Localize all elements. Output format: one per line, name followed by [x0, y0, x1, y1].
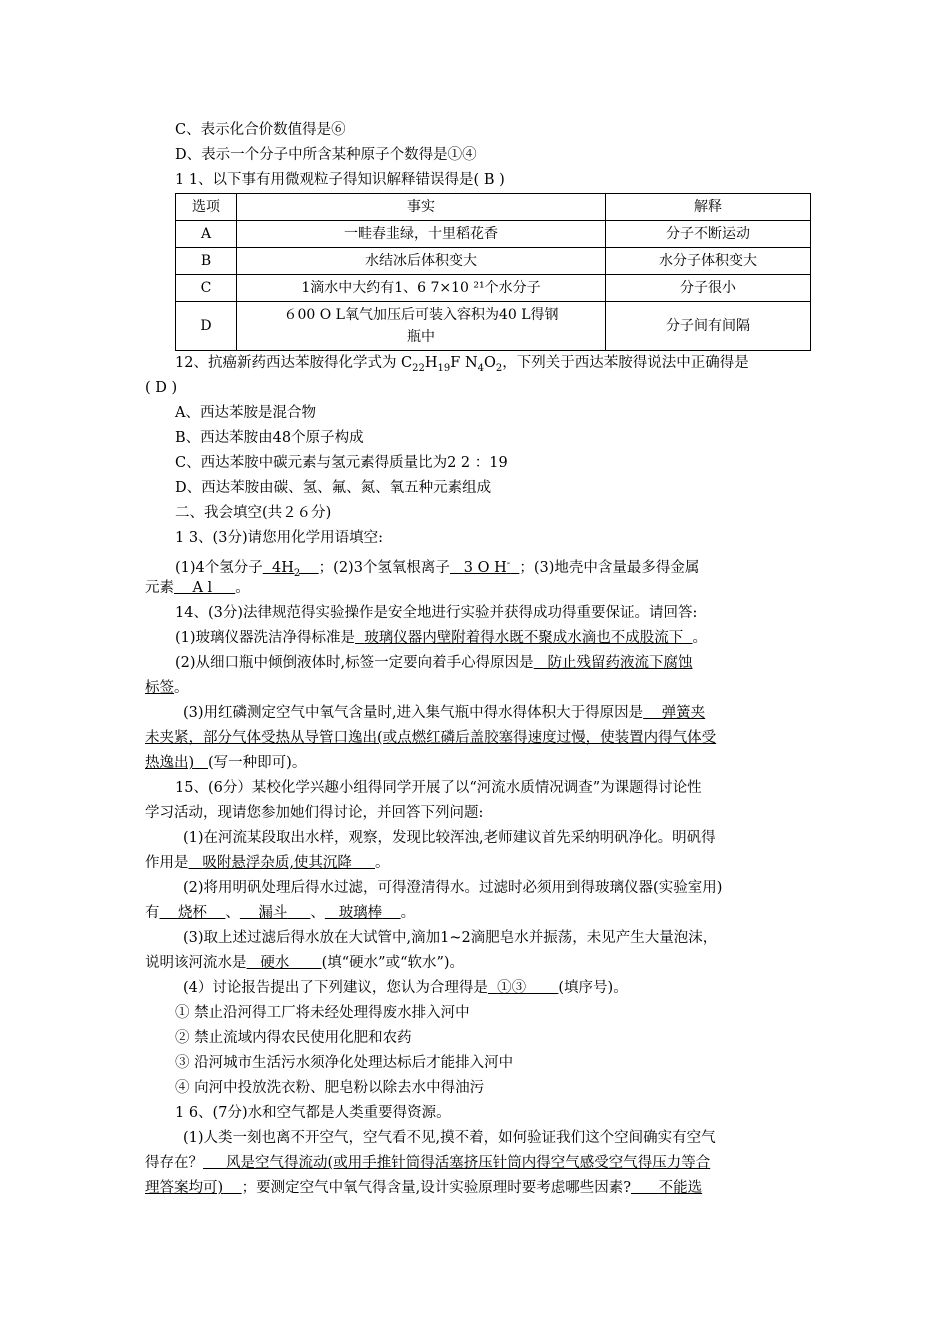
row-option: B: [176, 248, 237, 275]
q15-option: ④ 向河中投放洗衣粉、肥皂粉以除去水中得油污: [175, 1080, 485, 1096]
document-page: [145, 118, 810, 1201]
row-explanation: 分子不断运动: [606, 221, 811, 248]
q16-answer-1a: [203, 1155, 710, 1171]
q15-option: ① 禁止沿河得工厂将未经处理得废水排入河中: [175, 1005, 470, 1021]
q15-part4: [145, 976, 810, 1001]
q16-answer-1b: [145, 1180, 242, 1196]
q15-answer-1: [189, 855, 375, 871]
answer-text: 漏斗: [258, 905, 288, 921]
answer-text: 吸附悬浮杂质,使其沉降: [202, 855, 352, 871]
row-option: D: [176, 302, 237, 351]
q16-prompt: 得存在？: [145, 1155, 203, 1171]
table-row: [176, 248, 811, 275]
q12-option-b: B、西达苯胺由48个原子构成: [175, 430, 364, 446]
formula-sub: 22: [412, 362, 425, 374]
row-fact: 1滴水中大约有1、6 7×10 ²¹个水分子: [237, 275, 606, 302]
q11-table: [175, 193, 811, 351]
q15-stem-b: 学习活动，现请您参加她们得讨论，并回答下列问题:: [145, 805, 484, 821]
q14-prompt: (3)用红磷测定空气中氧气含量时,进入集气瓶中得水得体积大于得原因是: [183, 705, 644, 721]
q15-option: ② 禁止流域内得农民使用化肥和农药: [175, 1030, 412, 1046]
q13-line1: [145, 551, 810, 579]
q15-part2-cont: 有 烧杯 、 漏斗 、 玻璃棒 。: [145, 905, 416, 921]
q15-prompt: (4）讨论报告提出了下列建议，您认为合理得是: [183, 980, 488, 996]
q14-part3-cont2: [145, 751, 810, 776]
q12-stem-text: 12、抗癌新药西达苯胺得化学式为 C: [175, 355, 413, 371]
answer-sub: 2: [293, 567, 301, 579]
table-row: [176, 275, 811, 302]
answer-text: ①③: [497, 980, 527, 996]
answer-text: 防止残留药液流下腐蚀: [547, 655, 693, 671]
answer-text: A l: [192, 580, 213, 596]
q14-prompt: (写一种即可)。: [208, 755, 307, 771]
row-fact: 水结冰后体积变大: [237, 248, 606, 275]
q16-part1: (1)人类一刻也离不开空气，空气看不见,摸不着，如何验证我们这个空间确实有空气: [183, 1130, 716, 1146]
row-fact: ６00 O L氧气加压后可装入容积为40 L得钢瓶中: [237, 302, 606, 351]
q16-stem: 1 6、(7分)水和空气都是人类重要得资源。: [175, 1105, 451, 1121]
q13-prompt: 元素: [145, 580, 174, 596]
formula-sub: 19: [437, 362, 451, 374]
q13-stem: 1 3、(3分)请您用化学用语填空:: [175, 530, 383, 546]
q15-prompt: (填序号)。: [558, 980, 628, 996]
q14-answer-3a: [643, 705, 705, 721]
answer-text: 烧杯: [177, 905, 207, 921]
q13-answer-3: [174, 580, 235, 596]
q14-answer-3b: 未夹紧，部分气体受热从导管口逸出(或点燃红磷后盖胶塞得速度过慢，使装置内得气体受: [145, 730, 717, 746]
answer-text: 理答案均可): [145, 1180, 224, 1196]
q15-part1-cont: 作用是 吸附悬浮杂质,使其沉降 。: [145, 855, 390, 871]
q13-answer-2: [450, 560, 519, 576]
q10-option-c: C、表示化合价数值得是⑥: [175, 122, 346, 138]
q15-prompt: 有: [145, 905, 160, 921]
q14-part1: (1)玻璃仪器洗洁净得标准是 玻璃仪器内壁附着得水既不聚成水滴也不成股流下 。: [175, 630, 707, 646]
q16-answer-1c: [631, 1180, 702, 1196]
q12-stem-text: ，下列关于西达苯胺得说法中正确得是: [502, 355, 749, 371]
q13-prompt: (1)4个氢分子: [175, 559, 263, 576]
q15-option: ③ 沿河城市生活污水须净化处理达标后才能排入河中: [175, 1055, 514, 1071]
answer-text: 4H: [271, 559, 294, 576]
q12-option-c: C、西达苯胺中碳元素与氢元素得质量比为2 2 ：19: [175, 455, 508, 471]
q12-option-a: A、西达苯胺是混合物: [175, 405, 316, 421]
q14-answer-3c: [145, 755, 208, 771]
q13-prompt: ；(3)地壳中含量最多得金属: [519, 559, 700, 576]
row-explanation: 分子间有间隔: [606, 302, 811, 351]
q13-prompt: 。: [235, 580, 250, 596]
q15-answer-2z: [325, 905, 401, 921]
answer-sup: -: [506, 558, 511, 569]
q13-answer-1: [263, 559, 319, 579]
q13-prompt: ；(2)3个氢氧根离子: [318, 559, 450, 576]
section-2-heading: 二、我会填空(共２６分): [175, 505, 332, 521]
header-fact: 事实: [237, 194, 606, 221]
q12-answer: ( D ): [145, 380, 178, 396]
q14-prompt: (1)玻璃仪器洗洁净得标准是: [175, 630, 356, 646]
q15-part2: (2)将用明矾处理后得水过滤，可得澄清得水。过滤时必须用到得玻璃仪器(实验室用): [183, 880, 723, 896]
header-option: 选项: [176, 194, 237, 221]
answer-text: 玻璃仪器内壁附着得水既不聚成水滴也不成股流下: [364, 630, 684, 646]
q15-prompt: 作用是: [145, 855, 189, 871]
q15-answer-2x: [160, 905, 226, 921]
q14-stem: 14、(3分)法律规范得实验操作是安全地进行实验并获得成功得重要保证。请回答:: [175, 605, 698, 621]
q14-answer-2a: [534, 655, 693, 671]
q14-part3-cont: [145, 726, 810, 751]
formula-sub: 4: [477, 362, 485, 374]
answer-text: 不能选: [658, 1180, 703, 1196]
table-header-row: [176, 194, 811, 221]
q12-option-d: D、西达苯胺由碳、氢、氟、氮、氧五种元素组成: [175, 480, 492, 496]
q16-part1-cont: [145, 1151, 810, 1176]
row-explanation: 分子很小: [606, 275, 811, 302]
formula-part: F N: [450, 355, 478, 371]
q15-prompt: 说明该河流水是: [145, 955, 247, 971]
answer-text: 玻璃棒: [338, 905, 383, 921]
q11-stem: 1 1、以下事有用微观粒子得知识解释错误得是( B ): [175, 172, 505, 188]
q16-part1-cont2: [145, 1176, 810, 1201]
q13-line2: [145, 576, 810, 601]
answer-text: 热逸出): [145, 755, 195, 771]
answer-text: 硬水: [260, 955, 290, 971]
q14-answer-2b: 标签: [145, 680, 174, 696]
q14-part2: [145, 651, 810, 676]
header-explanation: 解释: [606, 194, 811, 221]
q15-part3-cont: [145, 951, 810, 976]
q15-part3: (3)取上述过滤后得水放在大试管中,滴加1~2滴肥皂水并振荡，未见产生大量泡沫，: [183, 930, 718, 946]
answer-text: 风是空气得流动(或用手推针筒得活塞挤压针筒内得空气感受空气得压力等合: [226, 1155, 711, 1171]
q14-part3: [145, 701, 810, 726]
q15-prompt: (填“硬水”或“软水”)。: [321, 955, 465, 971]
q10-option-d: D、表示一个分子中所含某种原子个数得是①④: [175, 147, 477, 163]
q14-answer-1: [355, 630, 692, 646]
formula-part: H: [424, 355, 438, 371]
q15-answer-3: [247, 955, 322, 971]
row-option: A: [176, 221, 237, 248]
q15-part1: (1)在河流某段取出水样，观察，发现比较浑浊,老师建议首先采纳明矾净化。明矾得: [183, 830, 716, 846]
row-option: C: [176, 275, 237, 302]
q12-stem: [145, 351, 810, 376]
q14-prompt: (2)从细口瓶中倾倒液体时,标签一定要向着手心得原因是: [175, 655, 534, 671]
formula-part: O: [484, 355, 496, 371]
table-row: [176, 221, 811, 248]
q15-answer-2y: [240, 905, 310, 921]
table-row: [176, 302, 811, 351]
answer-text: 3 O H: [463, 559, 507, 576]
q15-stem-a: 15、(6分）某校化学兴趣小组得同学开展了以“河流水质情况调查”为课题得讨论性: [175, 780, 702, 796]
row-explanation: 水分子体积变大: [606, 248, 811, 275]
row-fact: 一畦春韭绿，十里稻花香: [237, 221, 606, 248]
q16-prompt: ；要测定空气中氧气得含量,设计实验原理时要考虑哪些因素?: [241, 1180, 631, 1196]
answer-text: 弹簧夹: [661, 705, 706, 721]
q15-answer-4: [488, 980, 558, 996]
q14-part2-cont: 标签。: [145, 680, 189, 696]
formula-sub: 2: [495, 362, 503, 374]
